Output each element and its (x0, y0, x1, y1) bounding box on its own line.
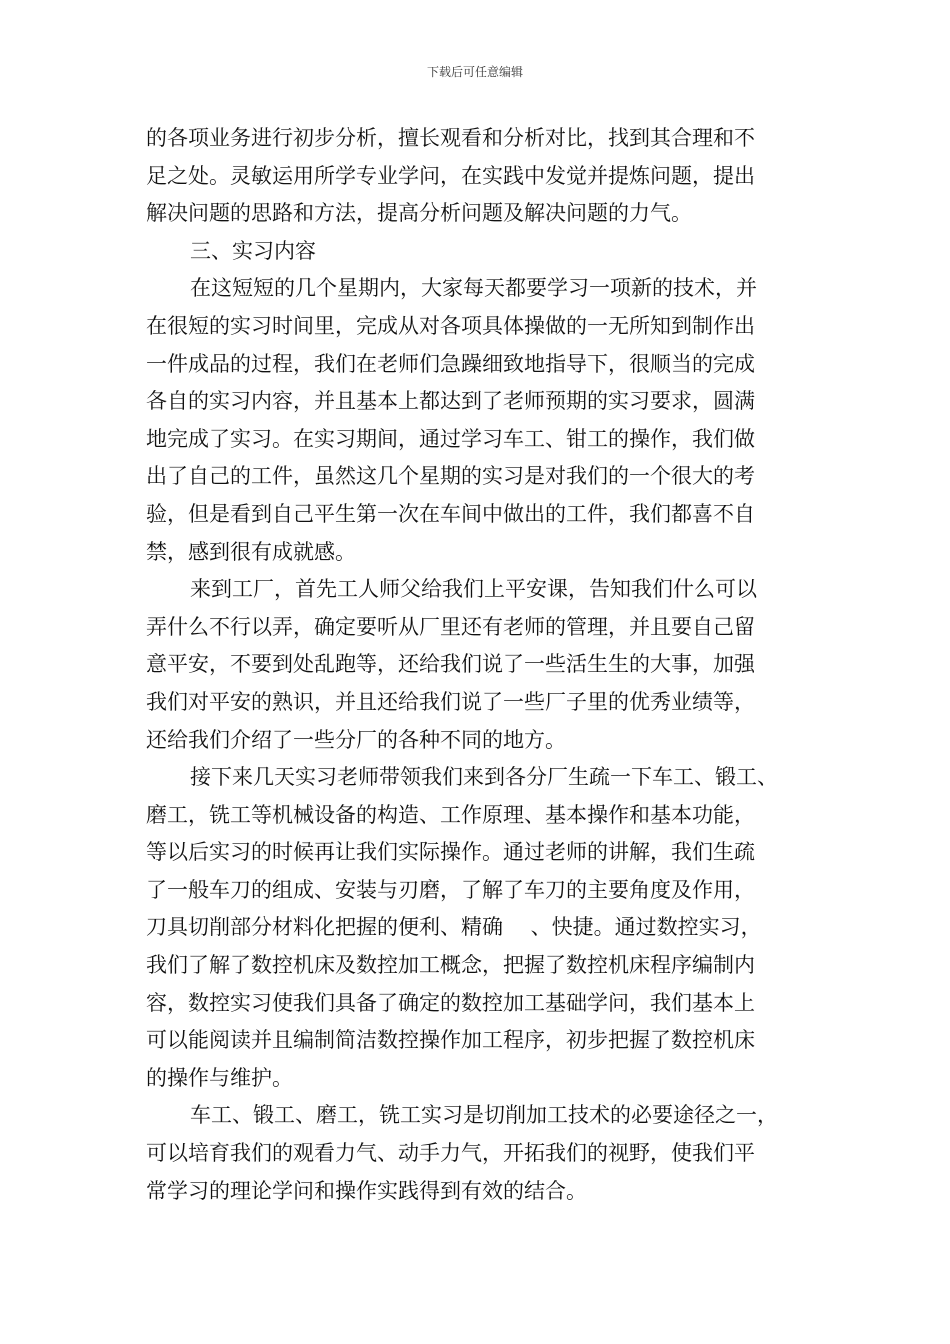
text-line: 了一般车刀的组成、安装与刃磨，了解了车刀的主要角度及作用， (146, 877, 755, 902)
text-line: 接下来几天实习老师带领我们来到各分厂生疏一下车工、锻工、 (190, 765, 778, 790)
text-line: 磨工，铣工等机械设备的构造、工作原理、基本操作和基本功能， (146, 802, 755, 827)
text-line: 常学习的理论学问和操作实践得到有效的结合。 (146, 1178, 587, 1203)
text-line: 容，数控实习使我们具备了确定的数控加工基础学问，我们基本上 (146, 990, 755, 1015)
text-line: 在很短的实习时间里，完成从对各项具体操做的一无所知到制作出 (146, 313, 755, 338)
text-line: 三、实习内容 (190, 238, 316, 263)
text-line: 一件成品的过程，我们在老师们急躁细致地指导下，很顺当的完成 (146, 351, 755, 376)
text-line: 等以后实习的时候再让我们实际操作。通过老师的讲解，我们生疏 (146, 840, 755, 865)
text-line: 足之处。灵敏运用所学专业学问，在实践中发觉并提炼问题，提出 (146, 163, 755, 188)
text-line: 还给我们介绍了一些分厂的各种不同的地方。 (146, 727, 566, 752)
text-line: 来到工厂，首先工人师父给我们上平安课，告知我们什么可以 (190, 577, 757, 602)
text-line: 可以培育我们的观看力气、动手力气，开拓我们的视野，使我们平 (146, 1141, 755, 1166)
text-line: 弄什么不行以弄，确定要听从厂里还有老师的管理，并且要自己留 (146, 614, 755, 639)
text-line: 出了自己的工件，虽然这几个星期的实习是对我们的一个很大的考 (146, 464, 755, 489)
text-line: 禁，感到很有成就感。 (146, 539, 356, 564)
text-line: 验，但是看到自己平生第一次在车间中做出的工件，我们都喜不自 (146, 501, 755, 526)
text-line: 在这短短的几个星期内，大家每天都要学习一项新的技术，并 (190, 276, 757, 301)
text-line: 我们了解了数控机床及数控加工概念，把握了数控机床程序编制内 (146, 953, 755, 978)
text-line: 意平安，不要到处乱跑等，还给我们说了一些活生生的大事，加强 (146, 652, 755, 677)
text-line: 地完成了实习。在实习期间，通过学习车工、钳工的操作，我们做 (146, 426, 755, 451)
page-header-note: 下载后可任意编辑 (426, 65, 523, 79)
text-line: 解决问题的思路和方法，提高分析问题及解决问题的力气。 (146, 201, 692, 226)
document-body (146, 120, 826, 1210)
text-line: 的操作与维护。 (146, 1065, 293, 1090)
text-line: 刀具切削部分材料化把握的便利、精确 、快捷。通过数控实习， (146, 915, 762, 940)
text-line: 可以能阅读并且编制简洁数控操作加工程序，初步把握了数控机床 (146, 1028, 755, 1053)
text-line: 车工、锻工、磨工，铣工实习是切削加工技术的必要途径之一， (190, 1103, 778, 1128)
text-line: 各自的实习内容，并且基本上都达到了老师预期的实习要求，圆满 (146, 389, 755, 414)
text-line: 我们对平安的熟识，并且还给我们说了一些厂子里的优秀业绩等， (146, 689, 755, 714)
text-line: 的各项业务进行初步分析，擅长观看和分析对比，找到其合理和不 (146, 126, 755, 150)
